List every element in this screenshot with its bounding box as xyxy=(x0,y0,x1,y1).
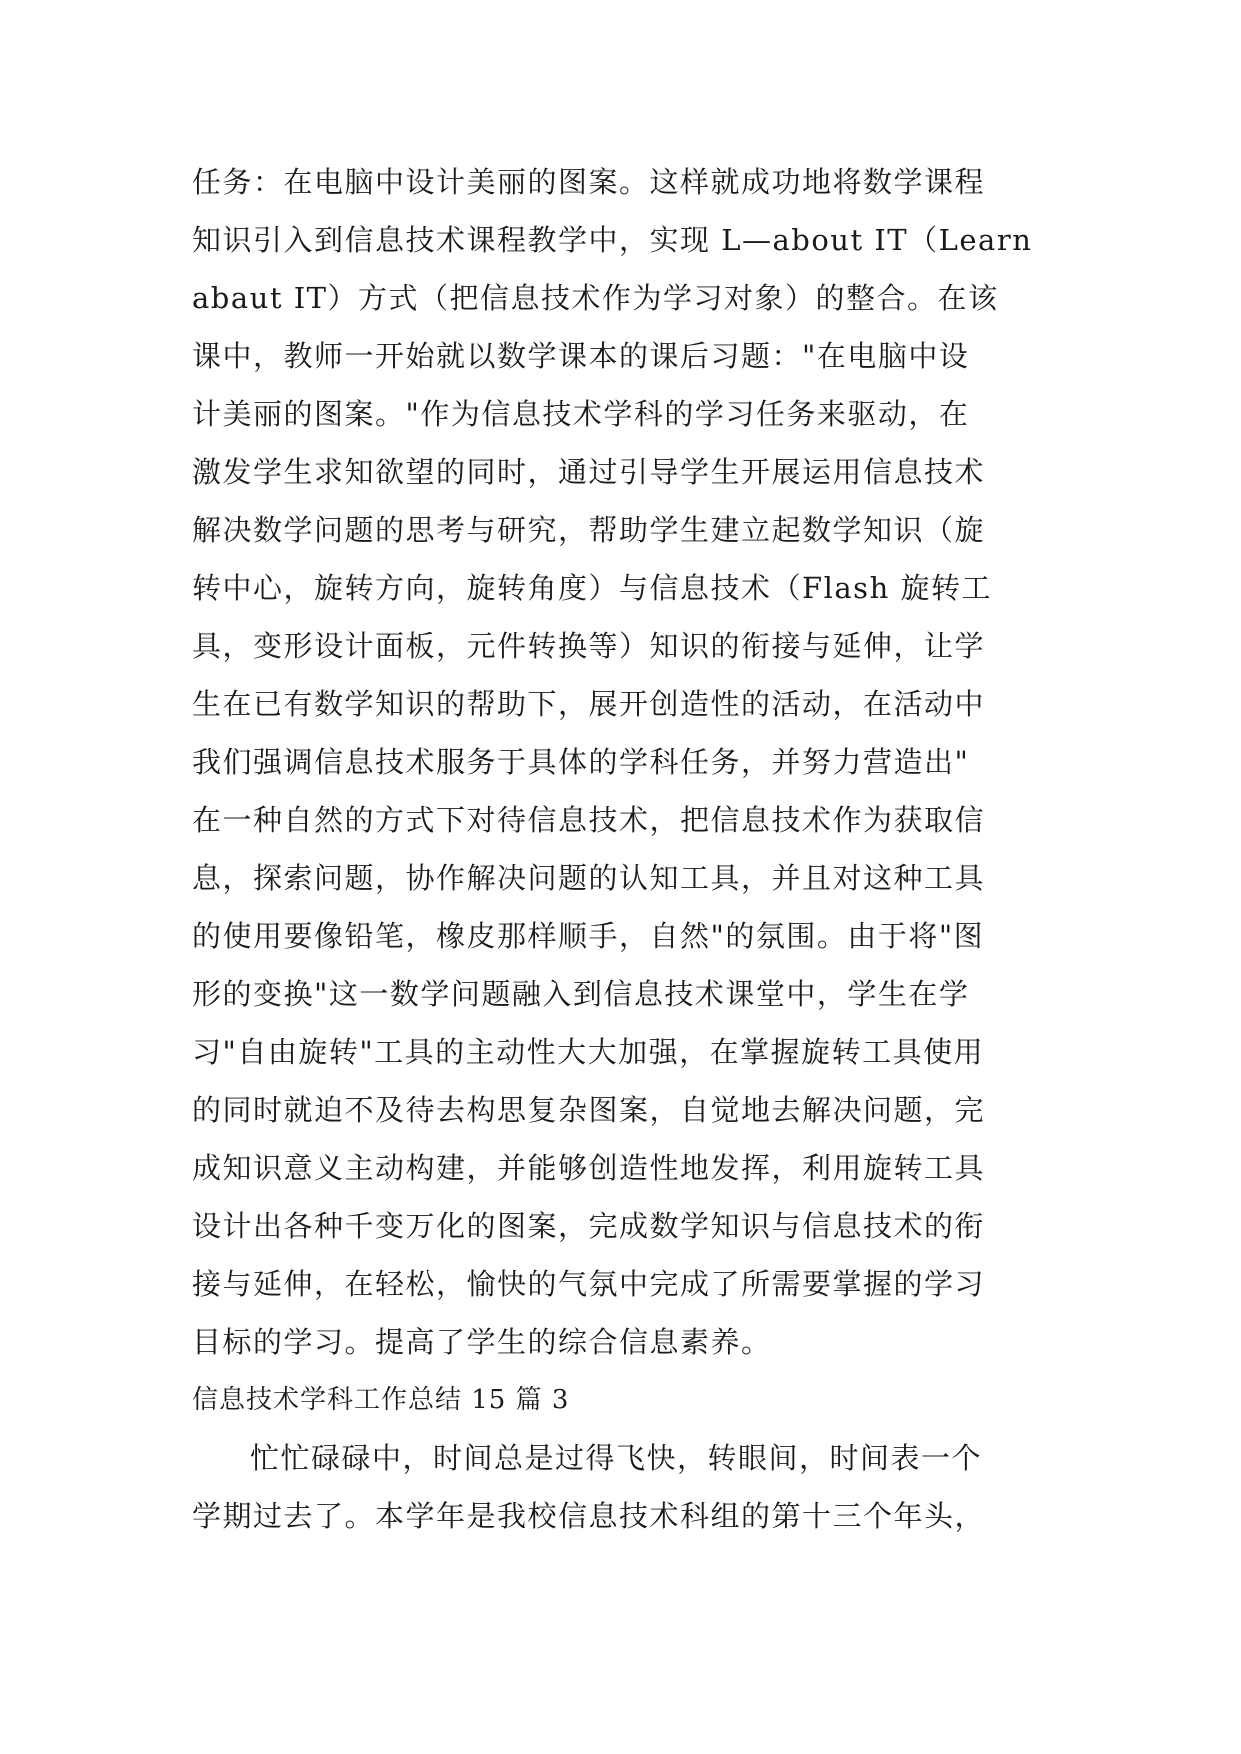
paragraph-line: 忙忙碌碌中，时间总是过得飞快，转眼间，时间表一个 xyxy=(250,1441,983,1475)
paragraph-line: 息，探索问题，协作解决问题的认知工具，并且对这种工具 xyxy=(192,861,986,895)
paragraph-line: 转中心，旋转方向，旋转角度）与信息技术（Flash 旋转工 xyxy=(192,571,992,605)
paragraph-line: 任务：在电脑中设计美丽的图案。这样就成功地将数学课程 xyxy=(192,165,986,199)
paragraph-line: 接与延伸，在轻松，愉快的气氛中完成了所需要掌握的学习 xyxy=(192,1267,986,1301)
paragraph-line: 解决数学问题的思考与研究，帮助学生建立起数学知识（旋 xyxy=(192,513,986,547)
paragraph-line: 的使用要像铅笔，橡皮那样顺手，自然"的氛围。由于将"图 xyxy=(192,919,985,953)
paragraph-line: 课中，教师一开始就以数学课本的课后习题："在电脑中设 xyxy=(192,339,970,373)
paragraph-line: 成知识意义主动构建，并能够创造性地发挥，利用旋转工具 xyxy=(192,1151,986,1185)
paragraph-line: 知识引入到信息技术课程教学中，实现 L—about IT（Learn xyxy=(192,223,1033,257)
paragraph-line: 学期过去了。本学年是我校信息技术科组的第十三个年头， xyxy=(192,1499,986,1533)
paragraph-line: 计美丽的图案。"作为信息技术学科的学习任务来驱动，在 xyxy=(192,397,970,431)
paragraph-line: 设计出各种千变万化的图案，完成数学知识与信息技术的衔 xyxy=(192,1209,986,1243)
paragraph-line: 习"自由旋转"工具的主动性大大加强，在掌握旋转工具使用 xyxy=(192,1035,985,1069)
paragraph-line: 形的变换"这一数学问题融入到信息技术课堂中，学生在学 xyxy=(192,977,970,1011)
paragraph-line: 生在已有数学知识的帮助下，展开创造性的活动，在活动中 xyxy=(192,687,986,721)
paragraph-line: 目标的学习。提高了学生的综合信息素养。 xyxy=(192,1325,772,1359)
paragraph-line: 在一种自然的方式下对待信息技术，把信息技术作为获取信 xyxy=(192,803,986,837)
paragraph-line: 我们强调信息技术服务于具体的学科任务，并努力营造出" xyxy=(192,745,970,779)
paragraph-line: abaut IT）方式（把信息技术作为学习对象）的整合。在该 xyxy=(192,281,999,315)
section-heading: 信息技术学科工作总结 15 篇 3 xyxy=(192,1385,570,1415)
paragraph-line: 激发学生求知欲望的同时，通过引导学生开展运用信息技术 xyxy=(192,455,986,489)
paragraph-line: 的同时就迫不及待去构思复杂图案，自觉地去解决问题，完 xyxy=(192,1093,986,1127)
paragraph-line: 具，变形设计面板，元件转换等）知识的衔接与延伸，让学 xyxy=(192,629,986,663)
